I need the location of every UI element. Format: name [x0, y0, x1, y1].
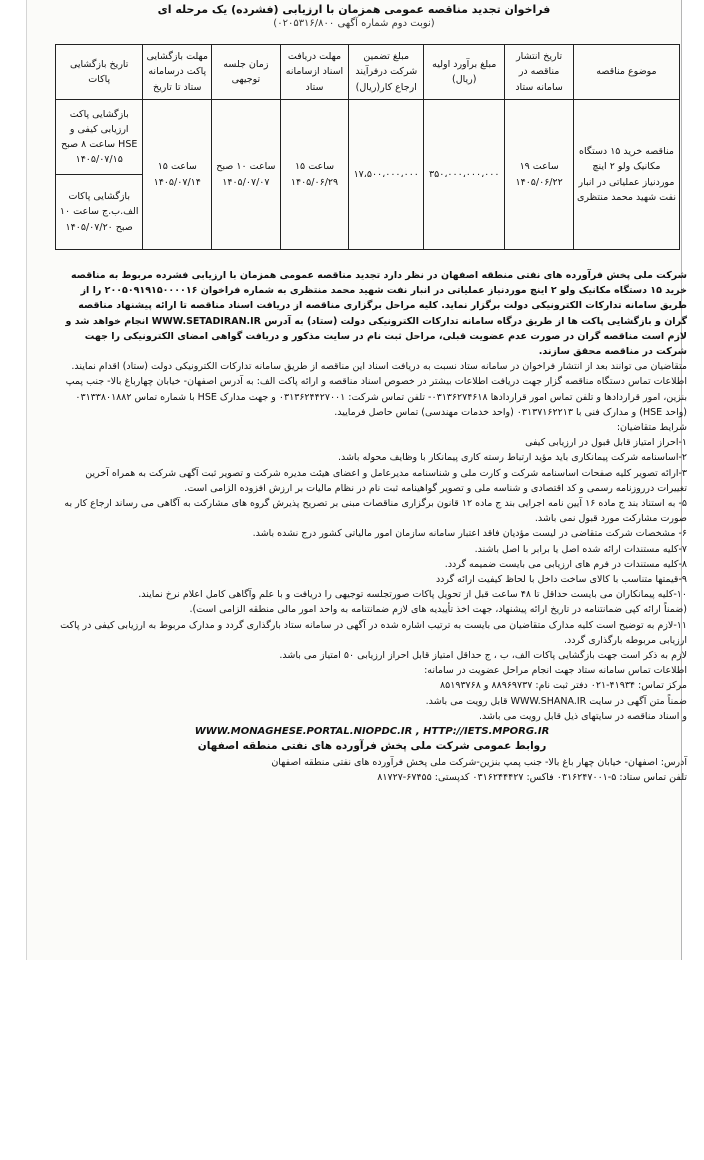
condition-item: ۲-اساسنامه شرکت پیمانکاری باید مؤید ارتباط رسته کاری پیمانکار با وظایف محوله باشد. — [337, 452, 687, 464]
phones-line: تلفن تماس ستاد: ۵-۰۳۱۶۲۴۷۰۰۱ فاکس: ۰۳۱۶۲۴۴۴۲۷ کدپستی: ۶۷۴۵۵-۸۱۷۲۷ — [377, 771, 687, 783]
cell-doc-deadline: ساعت ۱۵ ۱۴۰۵/۰۶/۲۹ — [280, 100, 349, 250]
header-subject: موضوع مناقصه — [573, 45, 679, 100]
tender-links[interactable]: WWW.MONAGHESE.PORTAL.NIOPDC.IR , HTTP://IETS.MPORG.IR — [194, 726, 550, 738]
condition-item: ۹-قیمتها متناسب با کالای ساخت داخل با لحاظ کیفیت ارائه گردد — [435, 574, 687, 586]
condition-item: ۳-ارائه تصویر کلیه صفحات اساسنامه شرکت و کارت ملی و شناسنامه مدیرعامل و اعضای هیئت مدیره شرکت و تصویر ثبت آگهی شرکت به همراه آخرین تغییرات درروزنامه رسمی و کد اقتصادی و شناسه ملی و تصویر گواهینامه ثبت نام در نظام مالیات بر ارزش افزوده الزامی است. — [85, 467, 687, 494]
contact-title: اطلاعات تماس سامانه ستاد جهت انجام مراحل عضویت در سامانه: — [424, 665, 687, 677]
cell-briefing: ساعت ۱۰ صبح ۱۴۰۵/۰۷/۰۷ — [212, 100, 281, 250]
contact-center: مرکز تماس: ۴۱۹۳۴-۰۲۱ دفتر ثبت نام: ۸۸۹۶۹۷۳۷ و ۸۵۱۹۳۷۶۸ — [440, 680, 687, 692]
cell-estimate: ۳۵۰،۰۰۰،۰۰۰،۰۰۰ — [424, 100, 505, 250]
address-line: آدرس: اصفهان- خیابان چهار باغ بالا- جنب پمپ بنزین-شرکت ملی پخش فرآورده های نفتی منطقه اصفهان — [271, 756, 687, 768]
conditions-title: شرایط متقاضیان: — [616, 422, 687, 434]
header-publish-date: تاریخ انتشار مناقصه در سامانه ستاد — [505, 45, 574, 100]
intro-paragraph: شرکت ملی پخش فرآورده های نفتی منطقه اصفهان در نظر دارد تجدید مناقصه عمومی همزمان با ارزیابی فشرده مربوط به مناقصه خرید ۱۵ دستگاه مکانیک ولو ۲ اینچ موردنیاز عملیاتی در انبار نفت شهید محمد منتظری به شماره فراخوان ۲۰۰۵۰۹۱۹۱۵۰۰۰۰۱۶ را از طریق سامانه تدارکات الکترونیکی دولت برگزار نماید. کلیه مراحل برگزاری مناقصه از دریافت اسناد مناقصه تا ارائه پیشنهاد مناقصه گران و بازگشایی پاکت ها از طریق درگاه سامانه تدارکات الکترونیکی دولت (ستاد) به آدرس WWW.SETADIRAN.IR انجام خواهد شد و لازم است مناقصه گران در صورت عدم عضویت قبلی، مراحل ثبت نام در سایت مذکور و دریافت گواهی امضای الکترونیکی را جهت شرکت در مناقصه محقق سازند. — [65, 270, 687, 358]
header-estimate: مبلغ برآورد اولیه (ریال) — [424, 45, 505, 100]
contact-site: ضمناً متن آگهی در سایت WWW.SHANA.IR قابل رویت می باشد. — [425, 695, 687, 707]
header-briefing: زمان جلسه توجیهی — [212, 45, 281, 100]
documents-paragraph: متقاضیان می توانند بعد از انتشار فراخوان در سامانه ستاد نسبت به دریافت اسناد این مناقصه از طریق سامانه تدارکات الکترونیکی دولت (ستاد) اقدام نمایند. — [71, 361, 687, 373]
header-opening: تاریخ بازگشایی پاکات — [56, 45, 143, 100]
condition-item: ۱۱-لازم به توضیح است کلیه مدارک متقاضیان می بایست به ترتیب اشاره شده در آگهی در سامانه ستاد بارگذاری گردد و مدارک مربوط به ارزیابی کیفی در پاکت ارزیابی مربوطه بارگذاری گردد. — [60, 619, 687, 646]
condition-item: ۷-کلیه مستندات ارائه شده اصل یا برابر با اصل باشند. — [474, 543, 687, 555]
condition-item: ۵- به استناد بند ج ماده ۱۶ آیین نامه اجرایی بند ج ماده ۱۲ قانون برگزاری مناقصات مبنی بر تصریح پذیرش گروه های مشارکت به آگاهی می رساند ارجاع کار به صورت مشارکت مورد قبول نمی باشد. — [64, 498, 687, 525]
cell-submit-deadline: ساعت ۱۵ ۱۴۰۵/۰۷/۱۴ — [143, 100, 212, 250]
header-guarantee: مبلغ تضمین شرکت درفرآیند ارجاع کار(ریال) — [349, 45, 424, 100]
cell-publish-date: ساعت ۱۹ ۱۴۰۵/۰۶/۲۲ — [505, 100, 574, 250]
condition-item: (ضمناً ارائه کپی ضمانتنامه در تاریخ ارائه پیشنهاد، جهت اخذ تأییدیه های لازم ضمانتنامه به واحد امور مالی منطقه الزامی است). — [189, 604, 687, 616]
page-title: فراخوان تجدید مناقصه عمومی همزمان با ارزیابی (فشرده) یک مرحله ای — [157, 3, 551, 16]
announcement-body — [57, 268, 687, 785]
tender-table — [55, 44, 680, 250]
contact-paragraph: اطلاعات تماس دستگاه مناقصه گزار جهت دریافت اطلاعات بیشتر در خصوص اسناد مناقصه و ارائه پاکت الف: به آدرس اصفهان- خیابان چهارباغ بالا- جنب پمپ بنزین، امور قراردادها و تلفن تماس امور قراردادها ۰۳۱۳۶۲۷۴۶۱۸- تلفن تماس شرکت: ۰۳۱۳۶۲۴۴۲۷۰۰۱ و جهت مدارک HSE با شماره تماس ۰۳۱۳۳۸۰۱۸۸۲ (واحد HSE) و مدارک فنی با ۰۳۱۳۷۱۶۲۲۱۳ (واحد خدمات مهندسی) تماس حاصل فرمایید. — [65, 376, 687, 418]
header-submit-deadline: مهلت بازگشایی پاکت درسامانه ستاد تا تاریخ — [143, 45, 212, 100]
cell-subject: مناقصه خرید ۱۵ دستگاه مکانیک ولو ۲ اینچ موردنیاز عملیاتی در انبار نفت شهید محمد منتظری — [573, 100, 679, 250]
condition-item: ۱-احراز امتیاز قابل قبول در ارزیابی کیفی — [525, 437, 687, 449]
contact-other: و اسناد مناقصه در سایتهای ذیل قابل رویت می باشد. — [479, 710, 687, 722]
page-subtitle: (نوبت دوم شماره آگهی ۰۲۰۵۳۱۶/۸۰۰) — [273, 18, 435, 29]
public-relations-signature: روابط عمومی شرکت ملی پخش فرآورده های نفتی منطقه اصفهان — [197, 740, 547, 753]
cell-opening-a: بازگشایی پاکت ارزیابی کیفی و HSE ساعت ۸ صبح ۱۴۰۵/۰۷/۱۵ — [56, 100, 143, 175]
condition-item: لازم به ذکر است جهت بازگشایی پاکات الف، ب ، ج حداقل امتیاز قابل احراز ارزیابی ۵۰ امتیاز می باشد. — [279, 650, 687, 662]
condition-item: ۶- مشخصات شرکت متقاضی در لیست مؤدیان فاقد اعتبار سامانه سازمان امور مالیاتی کشور درج نشده باشد. — [252, 528, 687, 540]
table-row — [56, 100, 680, 175]
table-header-row — [56, 45, 680, 100]
header-doc-deadline: مهلت دریافت اسناد ازسامانه ستاد — [280, 45, 349, 100]
cell-opening-b: بازگشایی پاکات الف.ب.ج ساعت ۱۰ صبح ۱۴۰۵/۰۷/۲۰ — [56, 175, 143, 250]
cell-guarantee: ۱۷،۵۰۰،۰۰۰،۰۰۰ — [349, 100, 424, 250]
condition-item: ۱۰-کلیه پیمانکاران می بایست حداقل تا ۴۸ ساعت قبل از تحویل پاکات صورتجلسه توجیهی را دریافت و با علم وآگاهی کامل اعلام نرخ نمایند. — [138, 589, 687, 601]
document-page — [26, 0, 687, 960]
condition-item: ۸-کلیه مستندات در فرم های ارزیابی می بایست ضمیمه گردد. — [444, 558, 687, 570]
